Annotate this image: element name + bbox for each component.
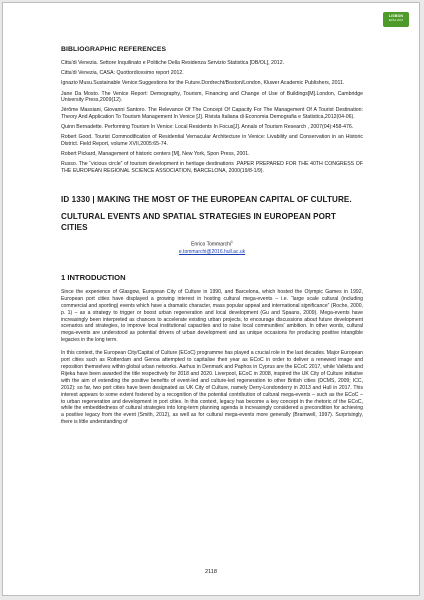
logo-subtitle: ERSA 2015	[388, 18, 404, 22]
paper-title: ID 1330 | MAKING THE MOST OF THE EUROPEAN CAPITAL OF CULTURE.	[61, 195, 352, 205]
introduction-heading: 1 INTRODUCTION	[61, 272, 126, 282]
author-email-link[interactable]: e.tommarchi@2016.hull.ac.uk	[178, 248, 246, 255]
conference-logo	[383, 12, 409, 27]
author-name: Enrico Tommarchi	[191, 242, 232, 249]
introduction-paragraph: In this context, the European City/Capital of Culture (ECoC) programme has played a crucial role in the last decades. Major European port cities such as Rotterdam and Genoa attempted to capitalise their year as ECoC in order to deliver a renewed image and reposition themselves within global urban networks. Aarhus in Denmark and Paphos in Cyprus are the ECoC 2017, while Valletta and Rijeka have been awarded the title respectively for 2018 and 2020. Liverpool, ECoC in 2008, inspired the UK City of Culture initiative with the aim of extending the positive benefits of event-led and culture-led regeneration to other British cities (DCMS, 2009; ICC, 2012): so far, two port cities have been designated as UK City of Culture, namely Derry-Londonderry in 2013 and Hull in 2017. This interest appears to some extent fostered by a recognition of the potential contribution of cultural mega-events – such as the ECoC – to urban regeneration and development in port cities. In this context, legacy has become a key concept in the rhetoric of the ECoC, while the embeddedness of cultural strategies into long-term planning agenda is increasingly considered a precondition for achieving a positive legacy from the event (Smith, 2012), as well as for cultural mega-events more generally (Bramwell, 1997). Surprisingly, there is little understanding of	[61, 350, 363, 426]
page-content	[61, 45, 363, 432]
author-line	[61, 239, 363, 248]
paper-page	[2, 2, 420, 596]
introduction-paragraph: Since the experience of Glasgow, European City of Culture in 1990, and Barcelona, which hosted the Olympic Games in 1992, European port cities have displayed a growing interest in hosting cultural mega-events – i.e. “large scale cultural (including commercial and sporting) events which have a dramatic character, mass popular appeal and international significance” (Roche, 2000, p. 1) – as a strategy to trigger or boost urban regeneration and local development (Gu and Spaans, 2009). Mega-events have increasingly been interpreted as chances to accelerate existing urban projects, to encourage discussions about future development scenarios and strategies, to improve local institutional capacities and to raise local communities' ambition. In other words, cultural mega-events are understood as potential drivers of urban development and as unique occasions for producing positive intangible legacies in the long term.	[61, 288, 363, 344]
paper-subtitle: CULTURAL EVENTS AND SPATIAL STRATEGIES IN EUROPEAN PORT CITIES	[61, 212, 337, 233]
reference-item: Citta'di Venezia. Settore Inquilinato e Politiche Della Residenza Servizio Statistica [DB/OL], 2012.	[61, 60, 285, 66]
reference-item: Russo. The “vicious circle” of tourism development in heritage destinations .PAPER PREPARED FOR THE 40TH CONGRESS OF THE EUROPEAN REGIONAL SCIENCE ASSOCIATION, BARCELONA, 2000(19/8-1/9).	[61, 161, 363, 174]
references-heading: BIBLIOGRAPHIC REFERENCES	[61, 46, 167, 53]
author-footnote-mark: 1	[231, 240, 233, 245]
reference-list	[61, 60, 363, 174]
logo-name: LISBON	[388, 14, 404, 18]
reference-item: Citta'di Venezia, CASA: Quottordicesimo report 2012.	[61, 70, 184, 77]
page-number: 2118	[204, 569, 218, 575]
reference-item: Robert Pickard, Management of historic centers [M], New York, Spon Press, 2001.	[61, 151, 250, 158]
reference-item: Jane Da Mosto. The Venice Report: Demography, Tourism, Financing and Change of Use of Buildings[M].London, Cambridge University Press,2009(12).	[61, 90, 363, 104]
reference-item: Robert Good. Tourist Commodification of Residential Vernacular Architecture in Venice: Livability and Conservation in an Historic District. Field Report, volume XVII,2005:65-74.	[61, 134, 363, 147]
reference-item: Ignazio Musu.Sustainable Venice:Suggestions for the Future.Dordrecht/Boston/London, Kluwer Academic Publishers, 2011.	[61, 80, 345, 87]
reference-item: Jérôme Massiani, Giovanni Santoro. The Relevance Of The Concept Of Capacity For The Management Of A Tourist Destination: Theory And Application To Tourism Management In Venice [J]. Rivista Italiana di Economia Demografia e Statistica,2012(04-06).	[61, 107, 363, 120]
reference-item: Quinn Bernadette. Performing Tourism In Venice: Local Residents In Focus[J]. Annals of Tourism Research , 2007(04):458-476.	[61, 124, 354, 131]
